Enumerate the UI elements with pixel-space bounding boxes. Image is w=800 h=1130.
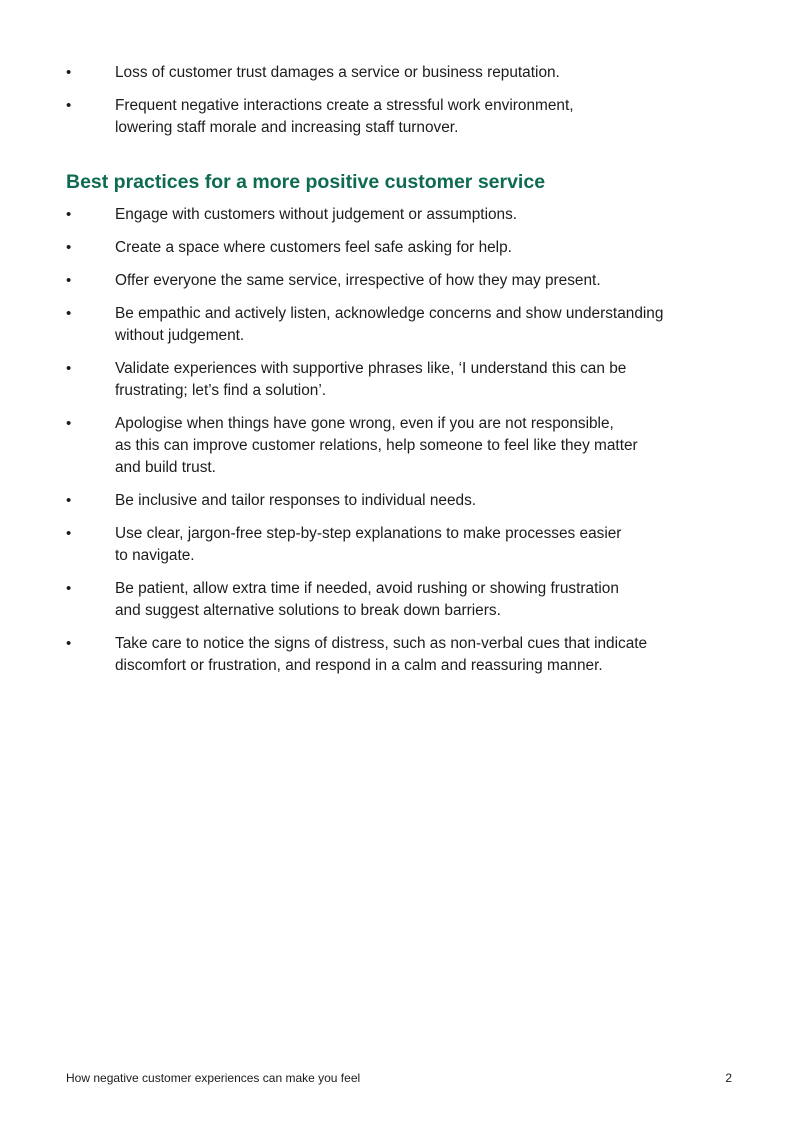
bullet-icon: • [66, 97, 72, 114]
bullet-text: Offer everyone the same service, irrespective of how they may present. [115, 272, 601, 289]
list-item [66, 270, 726, 292]
bullet-icon: • [66, 206, 72, 223]
bullet-text: Engage with customers without judgement or assumptions. [115, 206, 518, 223]
list-item [66, 578, 726, 622]
bullet-icon: • [66, 305, 72, 322]
bullet-text: Frequent negative interactions create a stressful work environment, lowering staff morale and increasing staff turnover. [115, 97, 574, 136]
footer-title: How negative customer experiences can make you feel [66, 1071, 361, 1085]
bullet-icon: • [66, 360, 72, 377]
best-practices-list [66, 204, 726, 688]
list-item [66, 490, 726, 512]
bullet-icon: • [66, 415, 72, 432]
list-item [66, 95, 726, 139]
list-item [66, 358, 726, 402]
bullet-icon: • [66, 580, 72, 597]
bullet-text: Be patient, allow extra time if needed, avoid rushing or showing frustration and suggest alternative solutions to break down barriers. [115, 580, 619, 619]
bullet-icon: • [66, 239, 72, 256]
bullet-text: Be empathic and actively listen, acknowledge concerns and show understanding without judgement. [115, 305, 664, 344]
bullet-icon: • [66, 492, 72, 509]
list-item [66, 523, 726, 567]
bullet-text: Validate experiences with supportive phrases like, ‘I understand this can be frustrating; let’s find a solution’. [115, 360, 627, 399]
list-item [66, 633, 726, 677]
intro-bullet-list [66, 62, 726, 150]
section-heading: Best practices for a more positive customer service [66, 171, 546, 193]
bullet-icon: • [66, 635, 72, 652]
bullet-text: Use clear, jargon-free step-by-step explanations to make processes easier to navigate. [115, 525, 622, 564]
bullet-text: Be inclusive and tailor responses to individual needs. [115, 492, 477, 509]
bullet-icon: • [66, 525, 72, 542]
bullet-text: Loss of customer trust damages a service or business reputation. [115, 64, 560, 81]
list-item [66, 204, 726, 226]
list-item [66, 413, 726, 479]
page-number: 2 [725, 1071, 732, 1085]
list-item [66, 303, 726, 347]
bullet-text: Take care to notice the signs of distress, such as non-verbal cues that indicate discomfort or frustration, and respond in a calm and reassuring manner. [115, 635, 648, 674]
bullet-text: Create a space where customers feel safe asking for help. [115, 239, 512, 256]
bullet-text: Apologise when things have gone wrong, even if you are not responsible, as this can improve customer relations, help someone to feel like they matter and build trust. [115, 415, 638, 476]
list-item [66, 62, 726, 84]
bullet-icon: • [66, 272, 72, 289]
bullet-icon: • [66, 64, 72, 81]
list-item [66, 237, 726, 259]
